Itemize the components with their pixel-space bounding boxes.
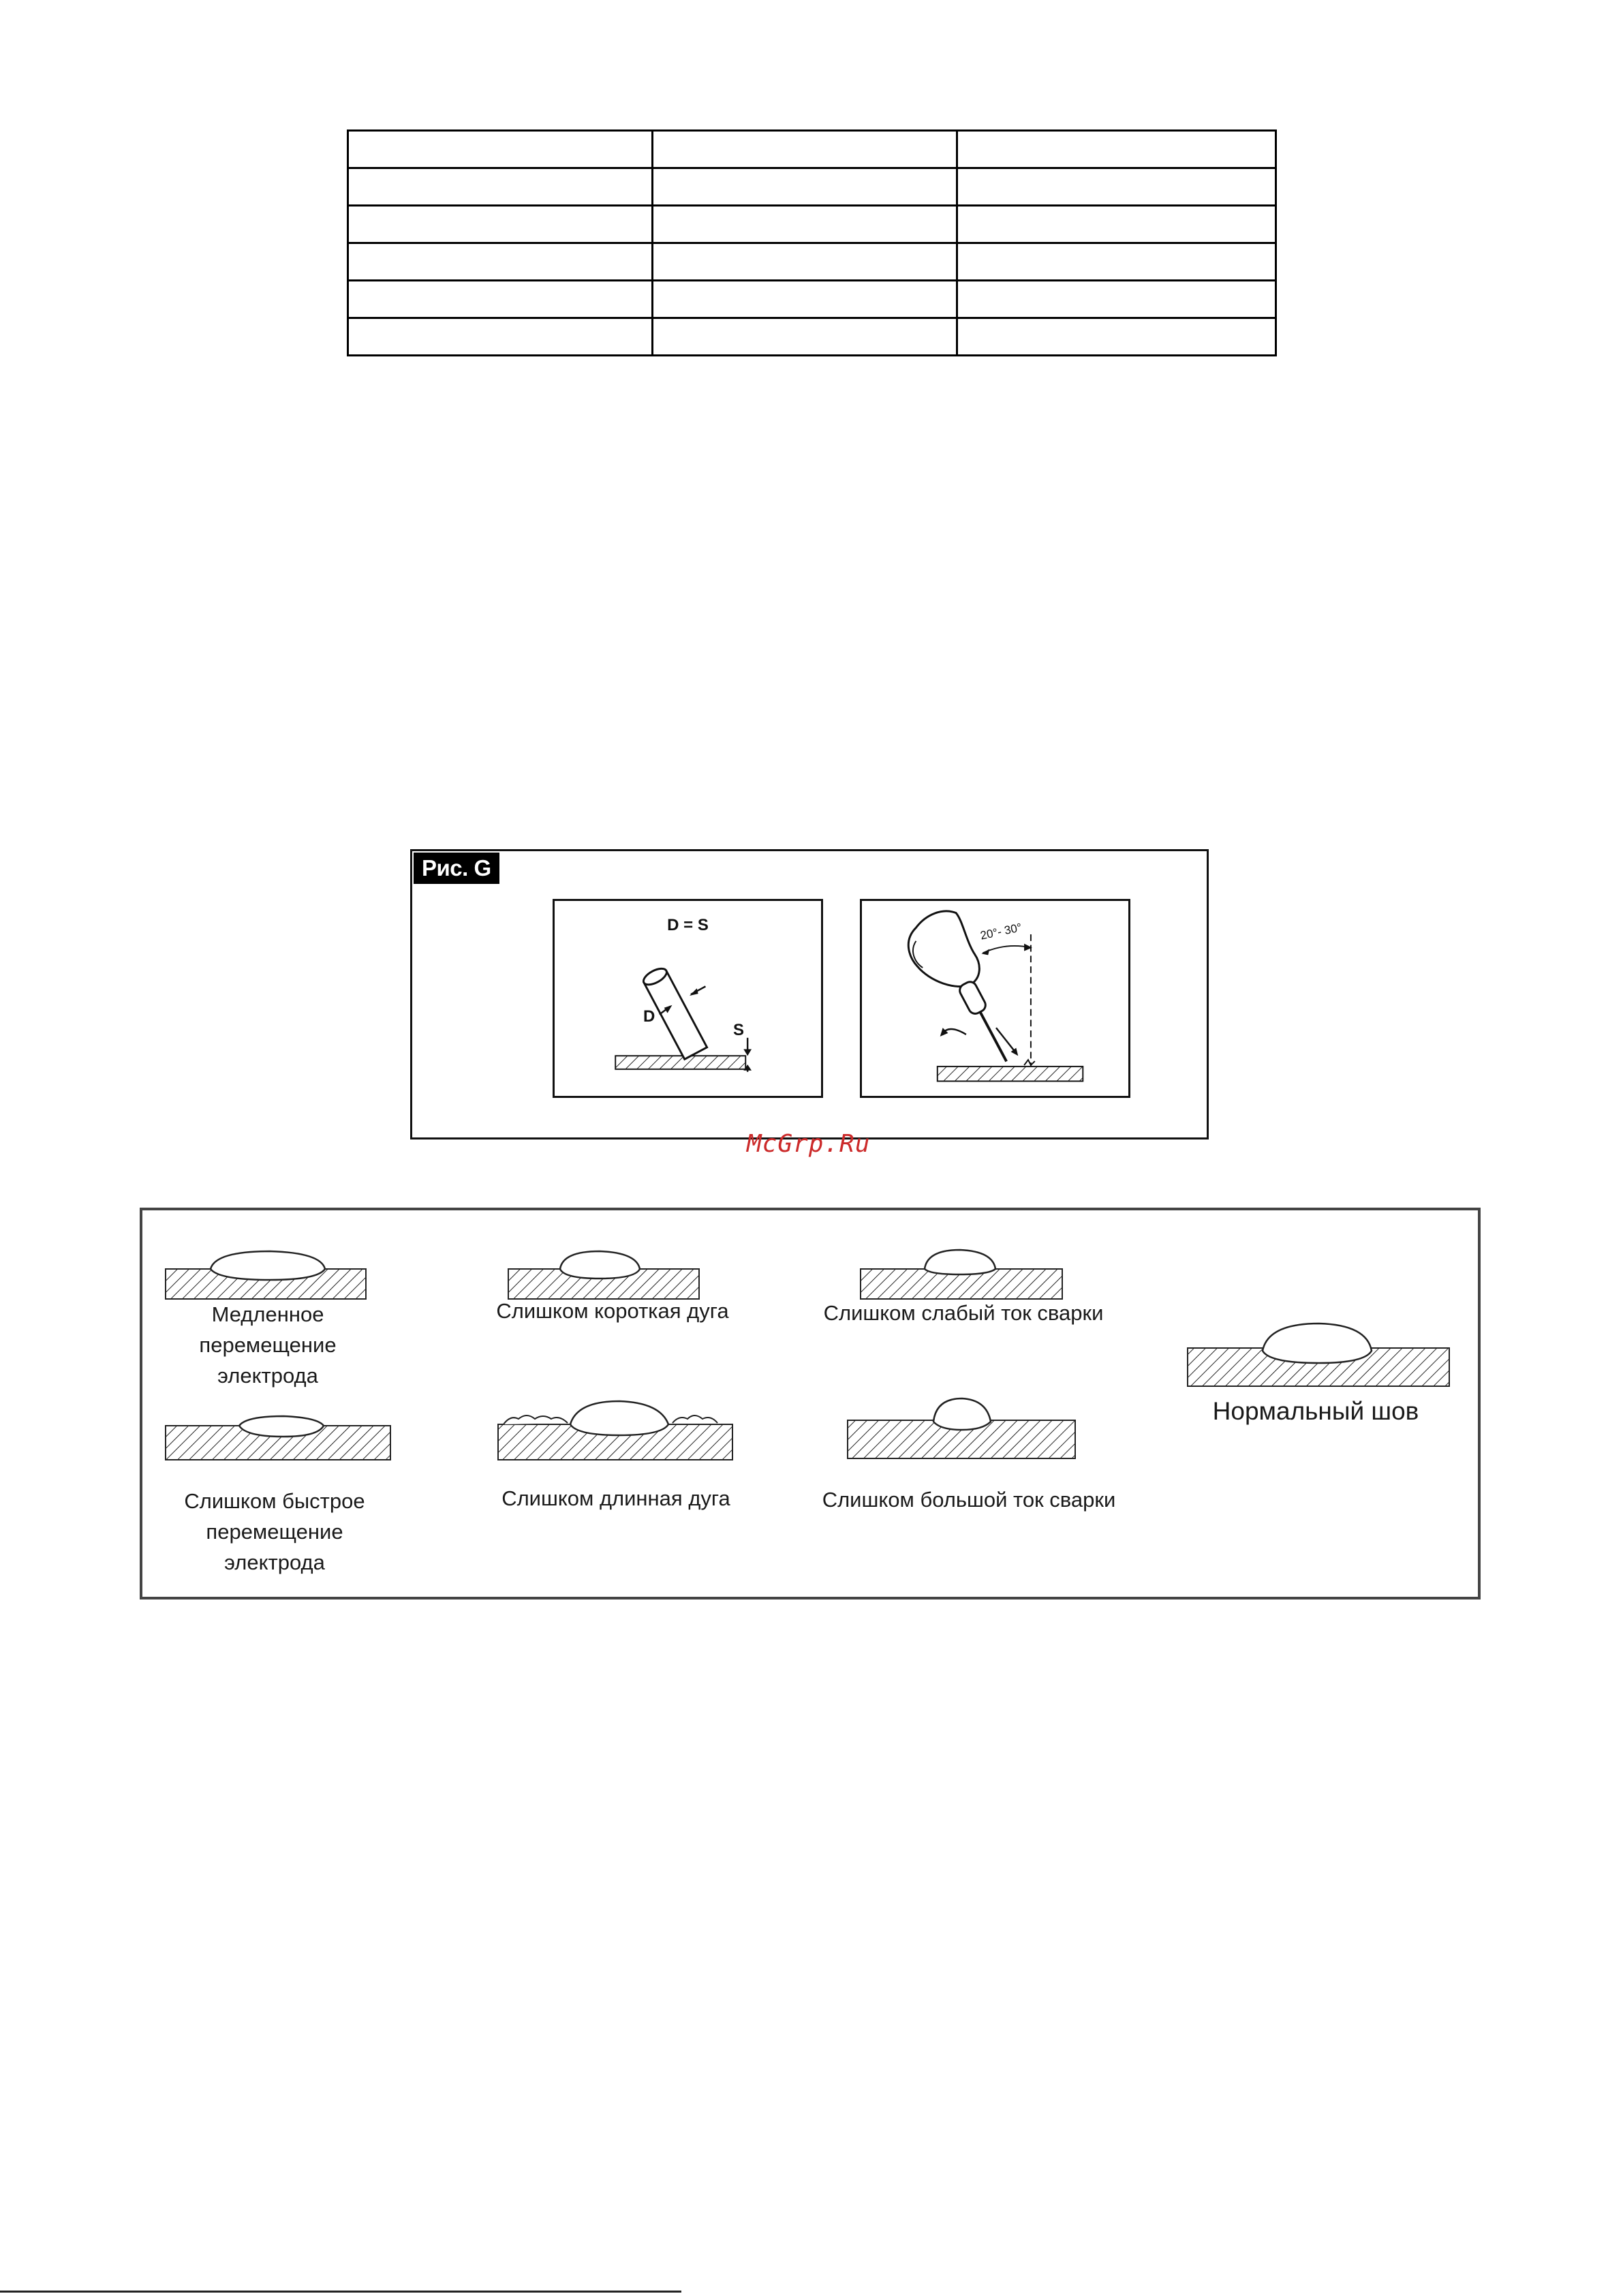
table-cell <box>957 168 1276 206</box>
seam-low-current-label: Слишком слабый ток сварки <box>823 1301 1104 1325</box>
table-row <box>348 206 1276 243</box>
seam-slow-label: Медленное перемещение электрода <box>199 1302 337 1388</box>
angle-label: 20°- 30° <box>979 921 1023 943</box>
table-row <box>348 131 1276 168</box>
seam-high-current-label: Слишком большой ток сварки <box>822 1488 1116 1512</box>
figure-label: Рис. G <box>414 853 499 884</box>
table-cell <box>957 131 1276 168</box>
seam-long-arc-diagram <box>497 1396 735 1461</box>
table-cell <box>348 168 653 206</box>
table-cell <box>653 131 957 168</box>
seam-slow-diagram <box>164 1247 369 1302</box>
table-cell <box>348 243 653 281</box>
weld-seams-panel <box>140 1208 1481 1599</box>
table-row <box>348 281 1276 318</box>
electrode-diameter-panel <box>553 899 823 1098</box>
table-row <box>348 318 1276 356</box>
seam-normal-diagram <box>1186 1321 1452 1389</box>
table-cell <box>957 243 1276 281</box>
formula-text: D = S <box>667 916 709 934</box>
watermark: McGrp.Ru <box>747 1130 871 1158</box>
seam-normal-label: Нормальный шов <box>1212 1397 1419 1425</box>
seam-low-current-diagram <box>859 1247 1064 1302</box>
table-cell <box>653 168 957 206</box>
seam-short-arc-diagram <box>507 1247 701 1302</box>
table-cell <box>348 131 653 168</box>
table-row <box>348 168 1276 206</box>
seam-fast-label: Слишком быстрое перемещение электрода <box>184 1489 365 1574</box>
table-cell <box>653 243 957 281</box>
seam-short-arc-label: Слишком короткая дуга <box>496 1299 729 1323</box>
figure-g <box>410 849 1209 1139</box>
footer-rule <box>0 2291 681 2293</box>
table-cell <box>957 281 1276 318</box>
electrode-diagram <box>555 901 821 1096</box>
seam-high-current-diagram <box>846 1394 1078 1463</box>
table-row <box>348 243 1276 281</box>
thickness-mark: S <box>733 1021 745 1039</box>
table-cell <box>653 318 957 356</box>
seam-long-arc-label: Слишком длинная дуга <box>501 1486 730 1510</box>
electrode-angle-panel <box>860 899 1130 1098</box>
table-cell <box>957 206 1276 243</box>
table-cell <box>348 281 653 318</box>
table-cell <box>957 318 1276 356</box>
empty-table <box>347 129 1277 356</box>
table-cell <box>348 206 653 243</box>
table-cell <box>653 281 957 318</box>
diameter-mark: D <box>643 1007 655 1026</box>
table-cell <box>348 318 653 356</box>
table-cell <box>653 206 957 243</box>
seam-fast-diagram <box>164 1415 392 1463</box>
